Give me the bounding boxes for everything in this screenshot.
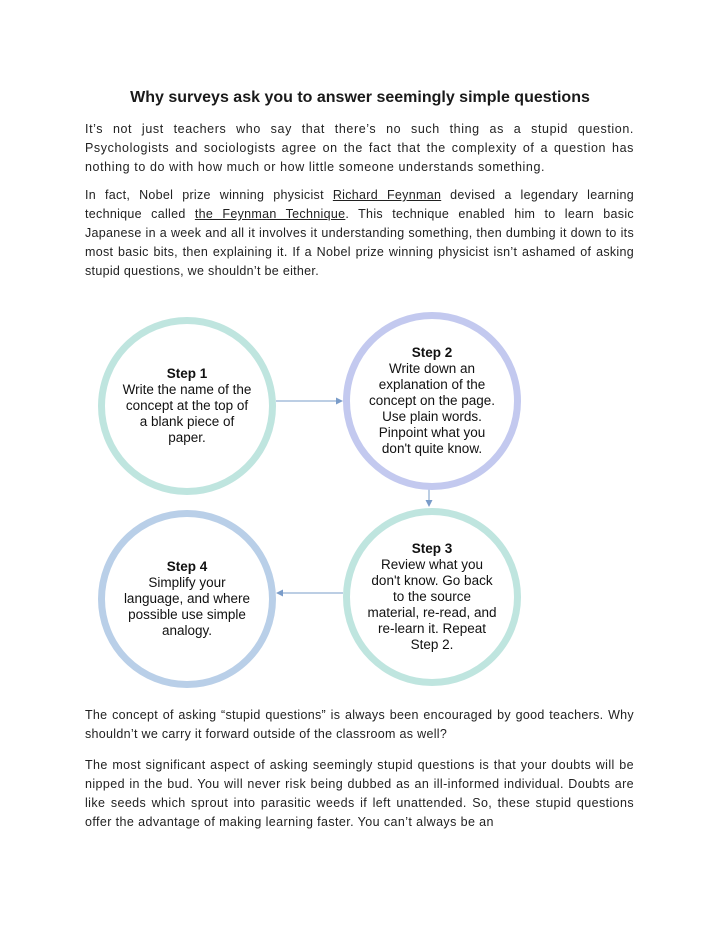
step-1-text: Write the name of the concept at the top of a blank piece of paper. (122, 382, 252, 445)
step-4-text: Simplify your language, and where possible use simple analogy. (123, 575, 251, 638)
paragraph-feynman (85, 186, 634, 281)
step-1-title: Step 1 (166, 366, 208, 381)
step-1-circle (98, 317, 276, 495)
step-4-title: Step 4 (166, 559, 208, 574)
page-title: Why surveys ask you to answer seemingly simple questions (130, 89, 590, 106)
paragraph-stupid-questions: The concept of asking “stupid questions” is always been encouraged by good teachers. Why shouldn’t we carry it forward outside of the classroom as well? (85, 708, 634, 741)
step-3-title: Step 3 (411, 541, 453, 556)
link-richard-feynman[interactable]: Richard Feynman (332, 188, 442, 202)
step-2-circle (343, 312, 521, 490)
paragraph-text: . This technique enabled him to learn basic Japanese in a week and all it involves it understanding something, then dumbing it down to its most basic bits, then explaining it. If a Nobel prize winning physicist isn’t ashamed of asking stupid questions, we shouldn’t be either. (85, 207, 634, 278)
paragraph-text: devised a legendary learning technique called (85, 188, 634, 221)
step-3-circle (343, 508, 521, 686)
step-3-text: Review what you don't know. Go back to the source material, re-read, and re-learn it. Repeat Step 2. (367, 557, 497, 652)
step-4-circle (98, 510, 276, 688)
step-2-title: Step 2 (411, 345, 453, 360)
step-2-text: Write down an explanation of the concept on the page. Use plain words. Pinpoint what you don't quite know. (368, 361, 496, 456)
paragraph-intro: It’s not just teachers who say that there’s no such thing as a stupid question. Psychologists and sociologists agree on the fact that the complexity of a question has nothing to do with how much or how little someone understands something. (85, 122, 634, 174)
paragraph-significance: The most significant aspect of asking seemingly stupid questions is that your doubts will be nipped in the bud. You will never risk being dubbed as an ill-informed individual. Doubts are like seeds which sprout into parasitic weeds if left unattended. So, these stupid questions offer the advantage of making learning faster. You can’t always be an (85, 758, 634, 829)
link-feynman-technique[interactable]: the Feynman Technique (194, 207, 346, 221)
paragraph-text: In fact, Nobel prize winning physicist (85, 188, 333, 202)
feynman-technique-diagram (90, 312, 530, 682)
